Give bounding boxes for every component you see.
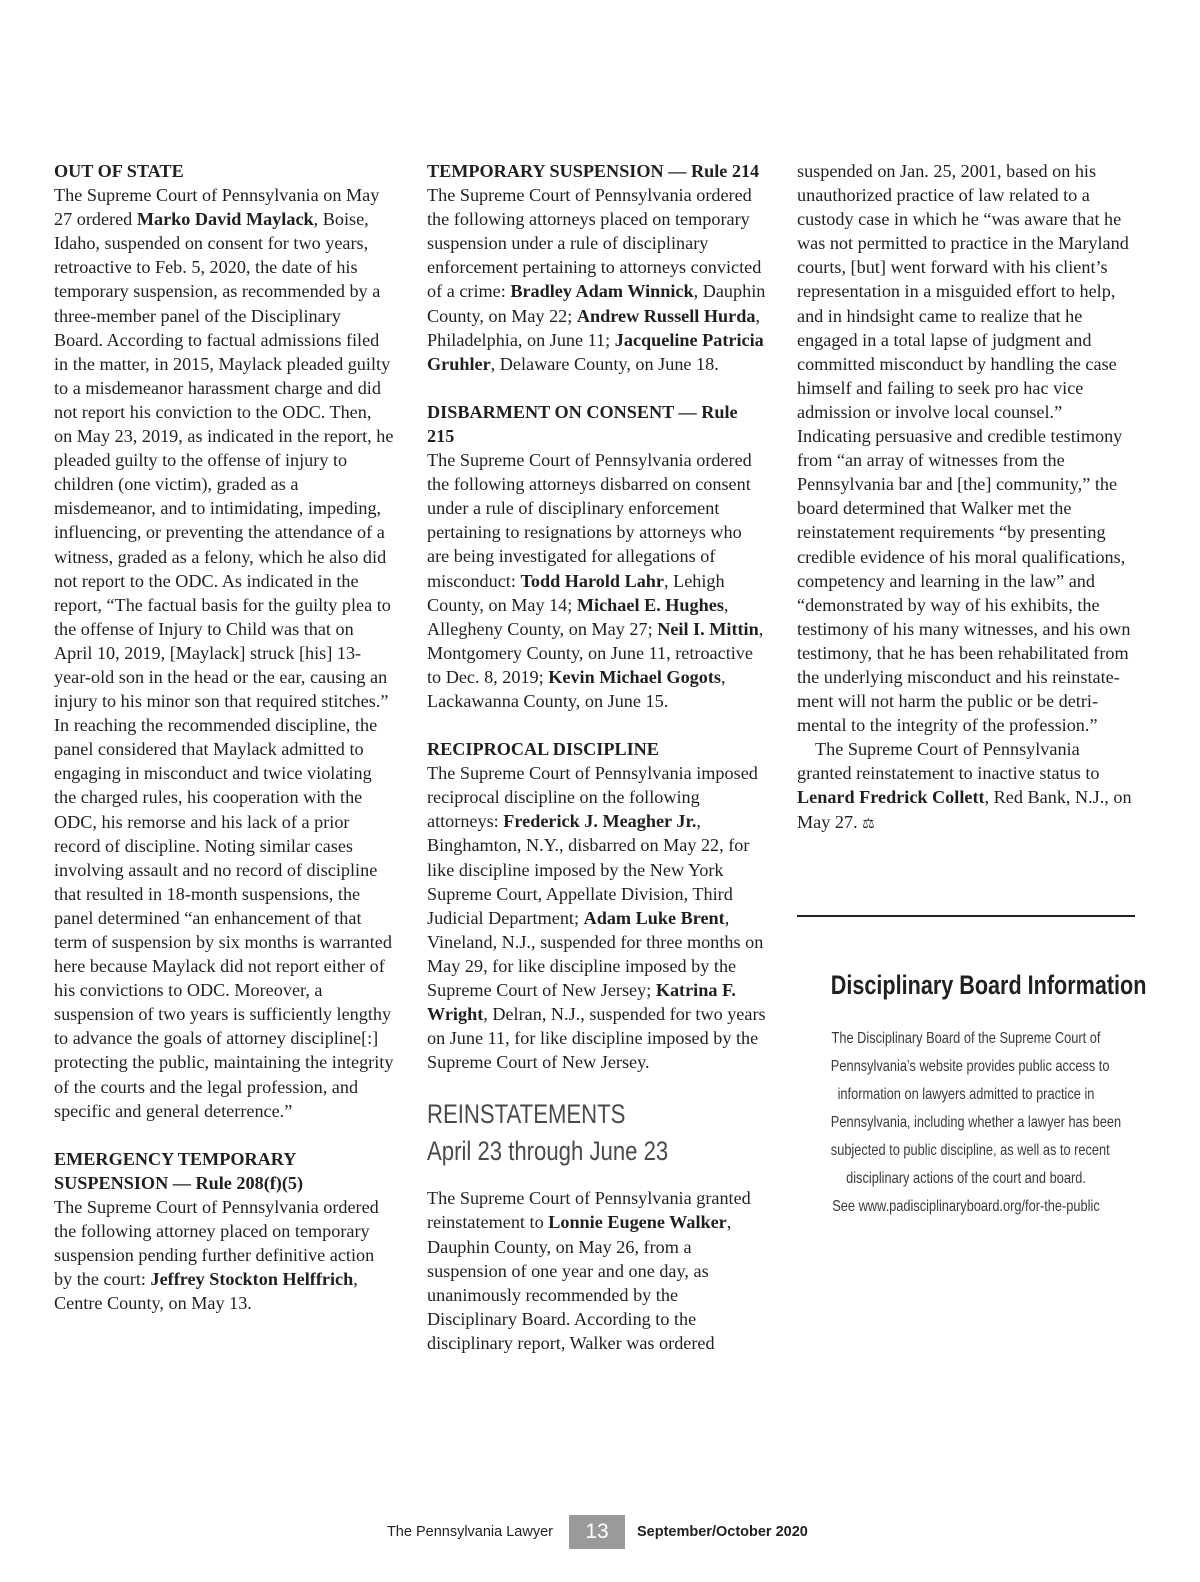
sidebar-line: information on lawyers admitted to practice in: [837, 1086, 1095, 1103]
sidebar-line: Pennsylvania’s website provides public access to: [830, 1058, 1110, 1075]
sidebar-body: [797, 1025, 1135, 1221]
text: The Supreme Court of Pennsylvania ordered the following attorneys disbarred on consent under a rule of disciplinary enforcement pertaining to resignations by attorneys who are being investigated for allegations of misconduct:: [427, 450, 752, 591]
text: , Allegheny County, on May 27;: [427, 594, 729, 639]
page-number: 13: [569, 1515, 625, 1549]
text: , Delran, N.J., suspended for two years on June 11, for like discipline imposed by the Supreme Court of New Jersey.: [427, 1004, 766, 1073]
attorney-name: Lonnie Eugene Walker: [548, 1212, 727, 1233]
column-1: [54, 159, 394, 1315]
attorney-name: Bradley Adam Winnick: [510, 281, 694, 302]
text: , Delaware County, on June 18.: [490, 353, 719, 374]
sidebar-line: The Disciplinary Board of the Supreme Court of: [831, 1030, 1101, 1047]
text: , Philadelphia, on June 11;: [427, 305, 760, 350]
paragraph-walker-continued: suspended on Jan. 25, 2001, based on his unauthorized practice of law related to a custody case in which he “was aware that he was not permitted to practice in the Maryland courts, [but] went forward with his client’s representation in a misguided effort to help, and in hindsight came to realize that he engaged in a total lapse of judgment and committed misconduct by handling the case himself and failing to seek pro hac vice admission or involve local counsel.” Indicating persuasive and credible testimony from “an array of witnesses from the Pennsylvania bar and [the] community,” the board determined that Walker met the reinstatement requirements “by presenting credible evidence of his moral qualifications, competency and learning in the law” and “demonstrated by way of his exhibits, the testimony of his many witnesses, and his own testimony, that he has been rehabilitated from the underlying misconduct and his reinstatement will not harm the public or be detrimental to the integrity of the profession.”: [797, 161, 1131, 736]
text: The Supreme Court of Pennsylvania ordered the following attorneys placed on temporary suspension under a rule of disciplinary enforcement pertaining to attorneys convicted of a crime:: [427, 185, 762, 302]
text: , Red Bank, N.J., on May 27.: [797, 787, 1132, 832]
text: , Binghamton, N.Y., disbarred on May 22, for like discipline imposed by the New York Supreme Court, Appellate Division, Third Judicial Department;: [427, 811, 750, 928]
reinstatements-heading: REINSTATEMENTS: [427, 1099, 626, 1130]
attorney-name: Jacqueline Patricia Gruhler: [427, 329, 764, 374]
sidebar-title: Disciplinary Board Information: [830, 970, 1147, 1000]
section-heading-emergency-suspension: EMERGENCY TEMPORARY SUSPENSION — Rule 208(f)(5): [54, 1148, 304, 1193]
attorney-name: Kevin Michael Gogots: [548, 666, 721, 687]
text: The Supreme Court of Pennsylvania ordered the following attorney placed on temporary suspension pending further definitive action by the court:: [54, 1196, 379, 1290]
attorney-name: Frederick J. Meagher Jr.: [503, 811, 697, 832]
page-footer: [0, 1515, 1200, 1549]
attorney-name: Andrew Russell Hurda: [576, 305, 756, 326]
text: , Lehigh County, on May 14;: [427, 570, 725, 615]
text: , Boise, Idaho, suspended on consent for two years, retroactive to Feb. 5, 2020, the date of his temporary suspension, as recommended by a three-member panel of the Disciplinary Board. According to factual admissions filed in the matter, in 2015, Maylack pleaded guilty to a misdemeanor harassment charge and did not report his conviction to the ODC. Then, on May 23, 2019, as indicated in the report, he pleaded guilty to the offense of injury to children (one victim), graded as a misdemeanor, and to intimidating, impeding, influencing, or preventing the attendance of a witness, graded as a felony, which he also did not report to the ODC. As indicated in the report, “The factual basis for the guilty plea to the offense of Injury to Child was that on April 10, 2019, [Maylack] struck [his] 13-year-old son in the head or the ear, causing an injury to his minor son that required stitches.” In reaching the recommended discipline, the panel considered that Maylack admitted to engaging in misconduct and twice violating the charged rules, his cooperation with the ODC, his remorse and his lack of a prior record of discipline. Noting similar cases involving assault and no record of discipline that resulted in 18-month suspensions, the panel determined “an enhancement of that term of suspension by six months is warranted here because Maylack did not report either of his convictions to ODC. Moreover, a suspension of two years is sufficiently lengthy to advance the goals of attorney discipline[:] protecting the public, maintaining the integrity of the courts and the legal profession, and specific and general deterrence.”: [54, 209, 394, 1121]
column-2: [427, 159, 767, 1355]
section-heading-reciprocal: RECIPROCAL DISCIPLINE: [427, 739, 659, 760]
attorney-name: Jeffrey Stockton Helffrich: [150, 1269, 354, 1290]
text: The Supreme Court of Pennsylvania granted reinstatement to inactive status to: [797, 739, 1100, 784]
scales-end-mark-icon: ⚖: [862, 816, 875, 832]
sidebar-line: Pennsylvania, including whether a lawyer has been: [830, 1114, 1122, 1131]
attorney-name: Lenard Fredrick Collett: [797, 787, 985, 808]
issue-date: September/October 2020: [637, 1524, 808, 1540]
section-heading-out-of-state: OUT OF STATE: [54, 161, 184, 181]
attorney-name: Michael E. Hughes: [576, 594, 724, 615]
attorney-name: Katrina F. Wright: [427, 980, 736, 1025]
attorney-name: Todd Harold Lahr: [520, 570, 664, 591]
text: , Dauphin County, on May 26, from a suspension of one year and one day, as unanimously recommended by the Disciplinary Board. According to the disciplinary report, Walker was ordered: [427, 1212, 732, 1353]
reinstatements-date-range: April 23 through June 23: [427, 1136, 669, 1167]
sidebar-divider: [797, 915, 1135, 917]
paragraph-reciprocal: [427, 761, 767, 1074]
paragraph-helffrich: [54, 1195, 394, 1315]
sidebar-line: disciplinary actions of the court and board.: [846, 1170, 1086, 1187]
paragraph-rule-215: [427, 448, 767, 713]
section-heading-temporary-suspension: TEMPORARY SUSPENSION — Rule 214: [427, 161, 760, 181]
paragraph-walker: [427, 1186, 767, 1355]
paragraph-rule-214: [427, 183, 767, 376]
text: , Vineland, N.J., suspended for three months on May 29, for like discipline imposed by the Supreme Court of New Jersey;: [427, 907, 764, 1000]
attorney-name: Neil I. Mittin: [657, 618, 759, 639]
sidebar-url-line: See www.padisciplinaryboard.org/for-the-public: [832, 1198, 1100, 1215]
sidebar-line: subjected to public discipline, as well as to recent: [830, 1142, 1110, 1159]
paragraph-collett: [797, 737, 1137, 836]
paragraph-maylack: [54, 183, 394, 1123]
attorney-name: Adam Luke Brent: [583, 907, 725, 928]
attorney-name: Marko David Maylack: [136, 209, 314, 230]
text: The Supreme Court of Pennsylvania on May 27 ordered: [54, 185, 380, 230]
text: , Centre County, on May 13.: [54, 1269, 358, 1314]
text: , Montgomery County, on June 11, retroactive to Dec. 8, 2019;: [427, 618, 764, 687]
column-3: [797, 159, 1137, 837]
section-heading-disbarment: DISBARMENT ON CONSENT — Rule 215: [427, 401, 738, 446]
text: The Supreme Court of Pennsylvania imposed reciprocal discipline on the following attorneys:: [427, 763, 758, 832]
text: The Supreme Court of Pennsylvania granted reinstatement to: [427, 1188, 751, 1233]
publication-name: The Pennsylvania Lawyer: [386, 1524, 553, 1540]
text: , Dauphin County, on May 22;: [427, 281, 766, 326]
text: , Lackawanna County, on June 15.: [427, 666, 726, 711]
